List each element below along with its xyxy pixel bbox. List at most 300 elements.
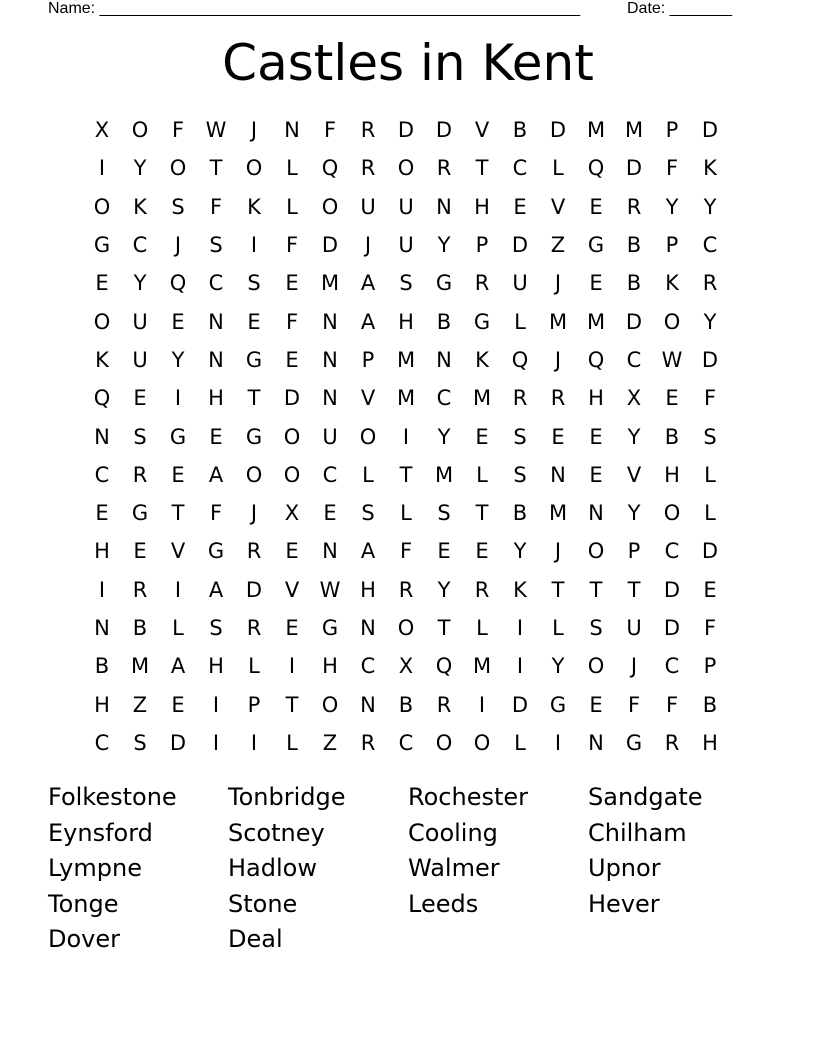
grid-letter[interactable]: R [512, 386, 528, 411]
grid-letter[interactable]: U [512, 271, 528, 296]
grid-letter[interactable]: O [93, 309, 111, 334]
grid-letter[interactable]: E [95, 271, 109, 296]
grid-letter[interactable]: R [550, 386, 566, 411]
grid-letter[interactable]: D [663, 616, 681, 640]
grid-letter[interactable]: M [472, 654, 492, 679]
grid-letter[interactable]: S [361, 501, 375, 526]
grid-letter[interactable]: R [626, 194, 642, 219]
grid-letter[interactable]: O [587, 654, 605, 679]
grid-letter[interactable]: M [396, 347, 416, 372]
grid-letter[interactable]: V [170, 539, 186, 564]
date-field-label[interactable]: Date: _______ [627, 0, 732, 17]
grid-letter[interactable]: S [703, 424, 717, 449]
grid-letter[interactable]: F [703, 616, 717, 640]
grid-letter[interactable]: H [398, 309, 414, 334]
grid-letter[interactable]: V [284, 577, 300, 602]
grid-letter[interactable]: S [513, 462, 527, 487]
grid-letter[interactable]: D [663, 577, 681, 602]
grid-letter[interactable]: Y [703, 309, 717, 334]
grid-letter[interactable]: R [246, 539, 262, 564]
grid-letter[interactable]: I [402, 424, 410, 449]
grid-letter[interactable]: G [625, 730, 643, 755]
grid-letter[interactable]: P [703, 654, 717, 679]
grid-letter[interactable]: K [513, 577, 527, 602]
grid-letter[interactable]: U [132, 309, 148, 334]
grid-letter[interactable]: D [549, 118, 567, 143]
grid-letter[interactable]: E [589, 271, 603, 296]
grid-letter[interactable]: I [516, 654, 524, 679]
grid-letter[interactable]: S [133, 730, 147, 755]
grid-letter[interactable]: L [552, 616, 564, 640]
grid-letter[interactable]: E [589, 692, 603, 717]
grid-letter[interactable]: I [174, 577, 182, 602]
word-list-item: Sandgate [588, 783, 703, 811]
grid-letter[interactable]: E [665, 386, 679, 411]
grid-letter[interactable]: G [207, 539, 225, 564]
grid-letter[interactable]: D [701, 118, 719, 143]
word-list-item: Upnor [588, 854, 661, 882]
grid-letter[interactable]: N [322, 539, 338, 564]
grid-letter[interactable]: A [360, 539, 376, 564]
grid-letter[interactable]: S [437, 501, 451, 526]
grid-letter[interactable]: E [285, 347, 299, 372]
grid-letter[interactable]: E [171, 309, 185, 334]
grid-letter[interactable]: U [132, 347, 148, 372]
grid-letter[interactable]: G [435, 271, 453, 296]
grid-letter[interactable]: D [511, 233, 529, 258]
grid-letter[interactable]: S [589, 616, 603, 640]
grid-letter[interactable]: D [283, 386, 301, 411]
grid-letter[interactable]: L [400, 501, 412, 526]
grid-letter[interactable]: S [399, 271, 413, 296]
grid-letter[interactable]: L [286, 730, 298, 755]
grid-letter[interactable]: E [551, 424, 565, 449]
grid-letter[interactable]: R [664, 730, 680, 755]
grid-letter[interactable]: C [512, 156, 528, 181]
grid-letter[interactable]: J [174, 233, 182, 258]
grid-letter[interactable]: E [437, 539, 451, 564]
grid-letter[interactable]: S [513, 424, 527, 449]
grid-letter[interactable]: O [663, 501, 681, 526]
grid-letter[interactable]: D [435, 118, 453, 143]
grid-letter[interactable]: C [94, 730, 110, 755]
grid-letter[interactable]: Q [169, 271, 187, 296]
grid-letter[interactable]: H [664, 462, 680, 487]
word-list-item: Tonge [48, 889, 119, 918]
grid-letter[interactable]: M [130, 654, 150, 679]
grid-letter[interactable]: O [283, 462, 301, 487]
grid-letter[interactable]: L [248, 654, 260, 679]
grid-letter[interactable]: L [552, 156, 564, 181]
grid-letter[interactable]: N [94, 616, 110, 640]
grid-letter[interactable]: C [94, 462, 110, 487]
grid-letter[interactable]: N [588, 730, 604, 755]
grid-letter[interactable]: D [701, 539, 719, 564]
grid-letter[interactable]: F [399, 539, 413, 564]
grid-letter[interactable]: R [360, 118, 376, 143]
grid-letter[interactable]: Y [437, 577, 451, 602]
grid-letter[interactable]: L [286, 156, 298, 181]
grid-letter[interactable]: O [397, 616, 415, 640]
grid-letter[interactable]: C [322, 462, 338, 487]
word-list-item: Deal [228, 925, 283, 953]
grid-letter[interactable]: L [704, 462, 716, 487]
grid-letter[interactable]: O [321, 194, 339, 219]
grid-letter[interactable]: L [514, 730, 526, 755]
grid-letter[interactable]: M [586, 118, 606, 143]
grid-letter[interactable]: N [550, 462, 566, 487]
grid-letter[interactable]: A [360, 309, 376, 334]
grid-letter[interactable]: H [94, 539, 110, 564]
grid-letter[interactable]: R [360, 156, 376, 181]
grid-letter[interactable]: K [95, 347, 109, 372]
grid-letter[interactable]: N [94, 424, 110, 449]
grid-letter[interactable]: Y [133, 156, 147, 181]
grid-letter[interactable]: V [474, 118, 490, 143]
grid-letter[interactable]: Y [133, 271, 147, 296]
grid-letter[interactable]: C [436, 386, 452, 411]
grid-letter[interactable]: P [665, 118, 679, 143]
word-list-item: Folkestone [48, 783, 177, 811]
grid-letter[interactable]: H [94, 692, 110, 717]
grid-letter[interactable]: Y [627, 424, 641, 449]
grid-letter[interactable]: Q [321, 156, 339, 181]
grid-letter[interactable]: R [360, 730, 376, 755]
grid-letter[interactable]: E [475, 539, 489, 564]
grid-letter[interactable]: B [436, 309, 452, 334]
grid-letter[interactable]: E [95, 501, 109, 526]
grid-letter[interactable]: X [284, 501, 300, 526]
grid-letter[interactable]: P [475, 233, 489, 258]
grid-letter[interactable]: T [285, 692, 299, 717]
grid-letter[interactable]: G [169, 424, 187, 449]
grid-letter[interactable]: R [436, 692, 452, 717]
grid-letter[interactable]: F [171, 118, 185, 143]
grid-letter[interactable]: F [665, 156, 679, 181]
grid-letter[interactable]: B [94, 654, 110, 679]
grid-letter[interactable]: V [626, 462, 642, 487]
grid-letter[interactable]: S [209, 616, 223, 640]
grid-letter[interactable]: Z [550, 233, 566, 258]
grid-letter[interactable]: M [320, 271, 340, 296]
grid-letter[interactable]: I [250, 730, 258, 755]
grid-letter[interactable]: J [250, 501, 258, 526]
grid-letter[interactable]: A [208, 577, 224, 602]
grid-letter[interactable]: T [627, 577, 641, 602]
grid-letter[interactable]: R [132, 462, 148, 487]
grid-letter[interactable]: T [551, 577, 565, 602]
grid-letter[interactable]: C [132, 233, 148, 258]
grid-letter[interactable]: F [703, 386, 717, 411]
grid-letter[interactable]: I [288, 654, 296, 679]
grid-letter[interactable]: R [436, 156, 452, 181]
grid-letter[interactable]: O [131, 118, 149, 143]
grid-letter[interactable]: V [550, 194, 566, 219]
grid-letter[interactable]: A [170, 654, 186, 679]
grid-letter[interactable]: R [246, 616, 262, 640]
grid-letter[interactable]: R [398, 577, 414, 602]
grid-letter[interactable]: M [548, 309, 568, 334]
grid-letter[interactable]: T [475, 501, 489, 526]
grid-letter[interactable]: Y [703, 194, 717, 219]
grid-letter[interactable]: L [476, 462, 488, 487]
name-field-label[interactable]: Name: ______________________________________________________ [48, 0, 581, 17]
grid-letter[interactable]: G [131, 501, 149, 526]
grid-letter[interactable]: F [209, 501, 223, 526]
grid-letter[interactable]: X [398, 654, 414, 679]
grid-letter[interactable]: I [98, 577, 106, 602]
grid-letter[interactable]: D [169, 730, 187, 755]
grid-letter[interactable]: J [554, 539, 562, 564]
grid-letter[interactable]: O [245, 156, 263, 181]
grid-letter[interactable]: S [247, 271, 261, 296]
grid-letter[interactable]: H [360, 577, 376, 602]
grid-letter[interactable]: I [98, 156, 106, 181]
grid-letter[interactable]: C [626, 347, 642, 372]
grid-letter[interactable]: T [209, 156, 223, 181]
grid-letter[interactable]: A [208, 462, 224, 487]
grid-letter[interactable]: O [245, 462, 263, 487]
grid-letter[interactable]: N [284, 118, 300, 143]
grid-letter[interactable]: N [436, 194, 452, 219]
grid-letter[interactable]: Y [627, 501, 641, 526]
grid-letter[interactable]: T [399, 462, 413, 487]
grid-letter[interactable]: W [661, 347, 683, 372]
grid-letter[interactable]: H [322, 654, 338, 679]
grid-letter[interactable]: M [586, 309, 606, 334]
grid-letter[interactable]: O [283, 424, 301, 449]
grid-letter[interactable]: B [626, 233, 642, 258]
grid-letter[interactable]: K [133, 194, 147, 219]
grid-letter[interactable]: N [360, 616, 376, 640]
grid-letter[interactable]: B [702, 692, 718, 717]
grid-letter[interactable]: O [321, 692, 339, 717]
grid-letter[interactable]: Q [93, 386, 111, 411]
grid-letter[interactable]: O [397, 156, 415, 181]
header [48, 0, 748, 18]
grid-letter[interactable]: G [321, 616, 339, 640]
grid-letter[interactable]: E [209, 424, 223, 449]
grid-letter[interactable]: K [703, 156, 717, 181]
grid-letter[interactable]: G [587, 233, 605, 258]
grid-letter[interactable]: E [171, 462, 185, 487]
grid-letter[interactable]: U [626, 616, 642, 640]
grid-letter[interactable]: N [588, 501, 604, 526]
grid-letter[interactable]: R [132, 577, 148, 602]
grid-letter[interactable]: S [171, 194, 185, 219]
grid-letter[interactable]: Z [322, 730, 338, 755]
grid-letter[interactable]: P [627, 539, 641, 564]
grid-letter[interactable]: D [511, 692, 529, 717]
grid-letter[interactable]: D [625, 309, 643, 334]
grid-letter[interactable]: O [169, 156, 187, 181]
grid-letter[interactable]: T [171, 501, 185, 526]
grid-letter[interactable]: N [436, 347, 452, 372]
grid-letter[interactable]: P [361, 347, 375, 372]
grid-letter[interactable]: Z [132, 692, 148, 717]
grid-letter[interactable]: Y [437, 233, 451, 258]
grid-letter[interactable]: E [589, 424, 603, 449]
grid-letter[interactable]: G [245, 424, 263, 449]
grid-letter[interactable]: K [475, 347, 489, 372]
grid-letter[interactable]: T [247, 386, 261, 411]
grid-letter[interactable]: E [171, 692, 185, 717]
grid-letter[interactable]: G [473, 309, 491, 334]
grid-letter[interactable]: C [664, 539, 680, 564]
grid-letter[interactable]: B [512, 501, 528, 526]
grid-letter[interactable]: P [247, 692, 261, 717]
grid-letter[interactable]: I [478, 692, 486, 717]
grid-letter[interactable]: D [701, 347, 719, 372]
grid-letter[interactable]: G [245, 347, 263, 372]
grid-letter[interactable]: N [208, 309, 224, 334]
grid-letter[interactable]: F [285, 309, 299, 334]
grid-letter[interactable]: L [286, 194, 298, 219]
grid-letter[interactable]: I [174, 386, 182, 411]
grid-letter[interactable]: H [208, 386, 224, 411]
grid-letter[interactable]: E [703, 577, 717, 602]
grid-letter[interactable]: H [588, 386, 604, 411]
grid-letter[interactable]: L [704, 501, 716, 526]
grid-letter[interactable]: R [474, 577, 490, 602]
grid-letter[interactable]: E [589, 194, 603, 219]
grid-letter[interactable]: I [554, 730, 562, 755]
grid-letter[interactable]: K [665, 271, 679, 296]
grid-letter[interactable]: B [512, 118, 528, 143]
grid-letter[interactable]: W [205, 118, 227, 143]
grid-letter[interactable]: Q [587, 156, 605, 181]
grid-letter[interactable]: U [322, 424, 338, 449]
word-list-item: Chilham [588, 818, 687, 847]
grid-letter[interactable]: P [665, 233, 679, 258]
word-list-item: Tonbridge [228, 783, 346, 811]
grid-letter[interactable]: D [245, 577, 263, 602]
grid-letter[interactable]: O [435, 730, 453, 755]
grid-letter[interactable]: Y [437, 424, 451, 449]
grid-letter[interactable]: I [212, 692, 220, 717]
grid-letter[interactable]: O [359, 424, 377, 449]
grid-letter[interactable]: F [627, 692, 641, 717]
grid-letter[interactable]: E [285, 539, 299, 564]
grid-letter[interactable]: E [513, 194, 527, 219]
grid-letter[interactable]: C [702, 233, 718, 258]
grid-letter[interactable]: F [285, 233, 299, 258]
grid-letter[interactable]: I [516, 616, 524, 640]
grid-letter[interactable]: R [702, 271, 718, 296]
grid-letter[interactable]: Y [171, 347, 185, 372]
grid-letter[interactable]: S [133, 424, 147, 449]
grid-letter[interactable]: H [208, 654, 224, 679]
grid-letter[interactable]: C [208, 271, 224, 296]
grid-letter[interactable]: I [212, 730, 220, 755]
grid-letter[interactable]: R [474, 271, 490, 296]
grid-letter[interactable]: J [554, 347, 562, 372]
grid-letter[interactable]: T [589, 577, 603, 602]
grid-letter[interactable]: H [702, 730, 718, 755]
grid-letter[interactable]: Q [435, 654, 453, 679]
grid-letter[interactable]: L [514, 309, 526, 334]
grid-letter[interactable]: G [93, 233, 111, 258]
grid-letter[interactable]: L [172, 616, 184, 640]
grid-letter[interactable]: U [398, 194, 414, 219]
grid-letter[interactable]: F [209, 194, 223, 219]
grid-letter[interactable]: F [665, 692, 679, 717]
grid-letter[interactable]: I [250, 233, 258, 258]
grid-letter[interactable]: O [587, 539, 605, 564]
grid-letter[interactable]: L [476, 616, 488, 640]
grid-letter[interactable]: O [93, 194, 111, 219]
grid-letter[interactable]: W [319, 577, 341, 602]
grid-letter[interactable]: B [132, 616, 148, 640]
grid-letter[interactable]: D [625, 156, 643, 181]
grid-letter[interactable]: C [664, 654, 680, 679]
grid-letter[interactable]: M [472, 386, 492, 411]
grid-letter[interactable]: J [250, 118, 258, 143]
grid-letter[interactable]: C [398, 730, 414, 755]
grid-letter[interactable]: B [664, 424, 680, 449]
grid-letter[interactable]: G [549, 692, 567, 717]
grid-letter[interactable]: M [624, 118, 644, 143]
grid-letter[interactable]: F [323, 118, 337, 143]
grid-letter[interactable]: H [474, 194, 490, 219]
grid-letter[interactable]: T [437, 616, 451, 640]
grid-letter[interactable]: U [398, 233, 414, 258]
grid-letter[interactable]: E [475, 424, 489, 449]
grid-letter[interactable]: N [360, 692, 376, 717]
grid-letter[interactable]: E [323, 501, 337, 526]
grid-letter[interactable]: M [548, 501, 568, 526]
grid-letter[interactable]: B [398, 692, 414, 717]
grid-letter[interactable]: K [247, 194, 261, 219]
grid-letter[interactable]: V [360, 386, 376, 411]
grid-letter[interactable]: O [663, 309, 681, 334]
grid-letter[interactable]: D [397, 118, 415, 143]
grid-letter[interactable]: M [396, 386, 416, 411]
grid-letter[interactable]: A [360, 271, 376, 296]
grid-letter[interactable]: E [285, 616, 299, 640]
grid-letter[interactable]: S [209, 233, 223, 258]
grid-letter[interactable]: D [321, 233, 339, 258]
grid-letter[interactable]: T [475, 156, 489, 181]
grid-letter[interactable]: Y [513, 539, 527, 564]
grid-letter[interactable]: O [473, 730, 491, 755]
grid-letter[interactable]: C [360, 654, 376, 679]
grid-letter[interactable]: Y [665, 194, 679, 219]
grid-letter[interactable]: X [94, 118, 110, 143]
grid-letter[interactable]: E [133, 539, 147, 564]
grid-letter[interactable]: N [322, 309, 338, 334]
grid-letter[interactable]: M [434, 462, 454, 487]
grid-letter[interactable]: E [589, 462, 603, 487]
grid-letter[interactable]: U [360, 194, 376, 219]
grid-letter[interactable]: Y [551, 654, 565, 679]
grid-letter[interactable]: N [322, 347, 338, 372]
grid-letter[interactable]: E [247, 309, 261, 334]
grid-letter[interactable]: Q [511, 347, 529, 372]
word-list-item: Hever [588, 889, 660, 918]
grid-letter[interactable]: L [362, 462, 374, 487]
grid-letter[interactable]: E [133, 386, 147, 411]
grid-letter[interactable]: N [208, 347, 224, 372]
grid-letter[interactable]: N [322, 386, 338, 411]
grid-letter[interactable]: J [364, 233, 372, 258]
grid-letter[interactable]: X [626, 386, 642, 411]
grid-letter[interactable]: J [554, 271, 562, 296]
grid-letter[interactable]: B [626, 271, 642, 296]
grid-letter[interactable]: Q [587, 347, 605, 372]
grid-letter[interactable]: J [630, 654, 638, 679]
grid-letter[interactable]: E [285, 271, 299, 296]
